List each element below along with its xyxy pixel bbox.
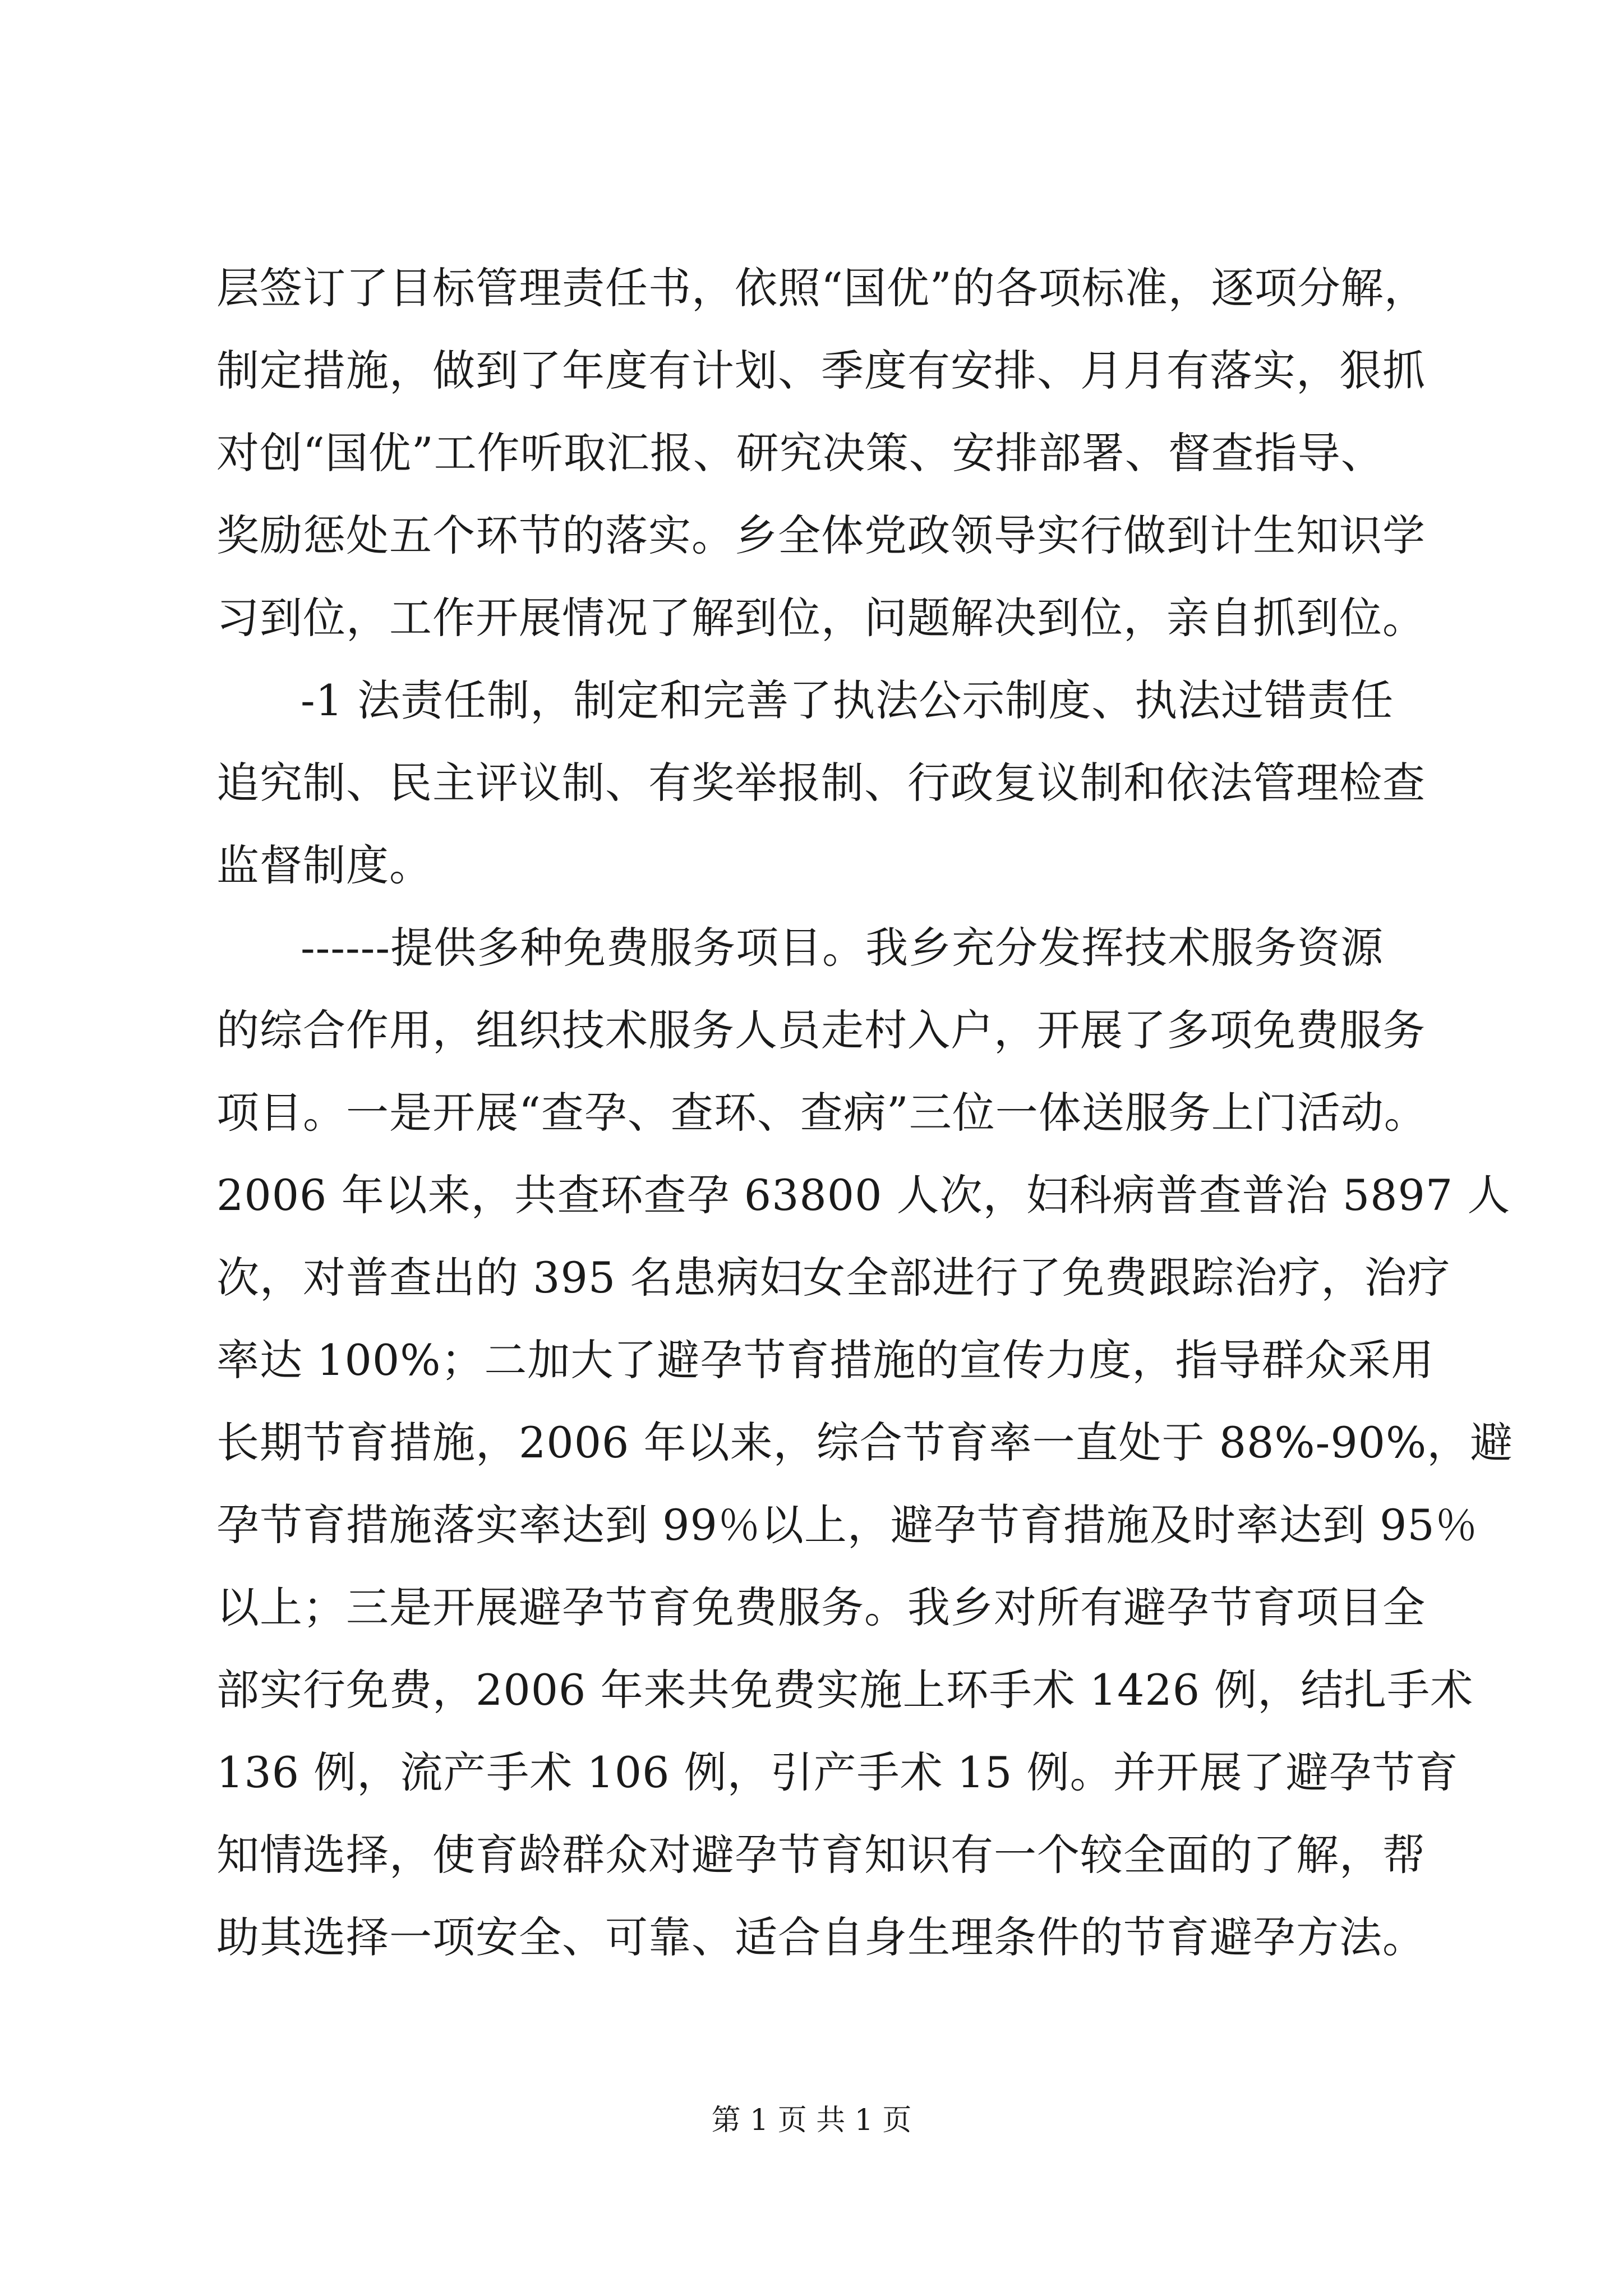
text-line: 率达 100%；二加大了避孕节育措施的宣传力度，指导群众采用	[216, 1335, 1435, 1385]
text-line: 制定措施，做到了年度有计划、季度有安排、月月有落实，狠抓	[216, 346, 1426, 395]
paragraph-first-line: ------提供多种免费服务项目。我乡充分发挥技术服务资源	[301, 923, 1384, 973]
text-line: 部实行免费，2006 年来共免费实施上环手术 1426 例，结扎手术	[216, 1665, 1474, 1715]
text-line: 对创“国优”工作听取汇报、研究决策、安排部署、督查指导、	[216, 428, 1384, 478]
text-line: 136 例，流产手术 106 例，引产手术 15 例。并开展了避孕节育	[216, 1747, 1459, 1797]
text-line: 长期节育措施，2006 年以来，综合节育率一直处于 88%-90%，避	[216, 1418, 1514, 1467]
text-line: 知情选择，使育龄群众对避孕节育知识有一个较全面的了解，帮	[216, 1830, 1426, 1880]
paragraph-first-line: -1 法责任制，制定和完善了执法公示制度、执法过错责任	[301, 675, 1394, 725]
text-line: 追究制、民主评议制、有奖举报制、行政复议制和依法管理检查	[216, 758, 1426, 808]
text-line: 2006 年以来，共查环查孕 63800 人次，妇科病普查普治 5897 人	[216, 1170, 1511, 1220]
text-line: 习到位，工作开展情况了解到位，问题解决到位，亲自抓到位。	[216, 593, 1426, 643]
text-line: 以上；三是开展避孕节育免费服务。我乡对所有避孕节育项目全	[216, 1582, 1426, 1632]
text-line: 层签订了目标管理责任书，依照“国优”的各项标准，逐项分解，	[216, 263, 1427, 313]
text-line: 次，对普查出的 395 名患病妇女全部进行了免费跟踪治疗，治疗	[216, 1253, 1451, 1303]
body-text	[216, 247, 1514, 1978]
text-line: 的综合作用，组织技术服务人员走村入户，开展了多项免费服务	[216, 1005, 1426, 1055]
page-number-label: 第 1 页 共 1 页	[711, 2104, 912, 2137]
page-footer	[0, 2101, 1623, 2140]
text-line: 监督制度。	[216, 840, 432, 890]
text-line: 孕节育措施落实率达到 99％以上，避孕节育措施及时率达到 95％	[216, 1500, 1478, 1550]
text-line: 奖励惩处五个环节的落实。乡全体党政领导实行做到计生知识学	[216, 510, 1426, 560]
text-line: 项目。一是开展“查孕、查环、查病”三位一体送服务上门活动。	[216, 1088, 1427, 1138]
text-line: 助其选择一项安全、可靠、适合自身生理条件的节育避孕方法。	[216, 1912, 1426, 1962]
